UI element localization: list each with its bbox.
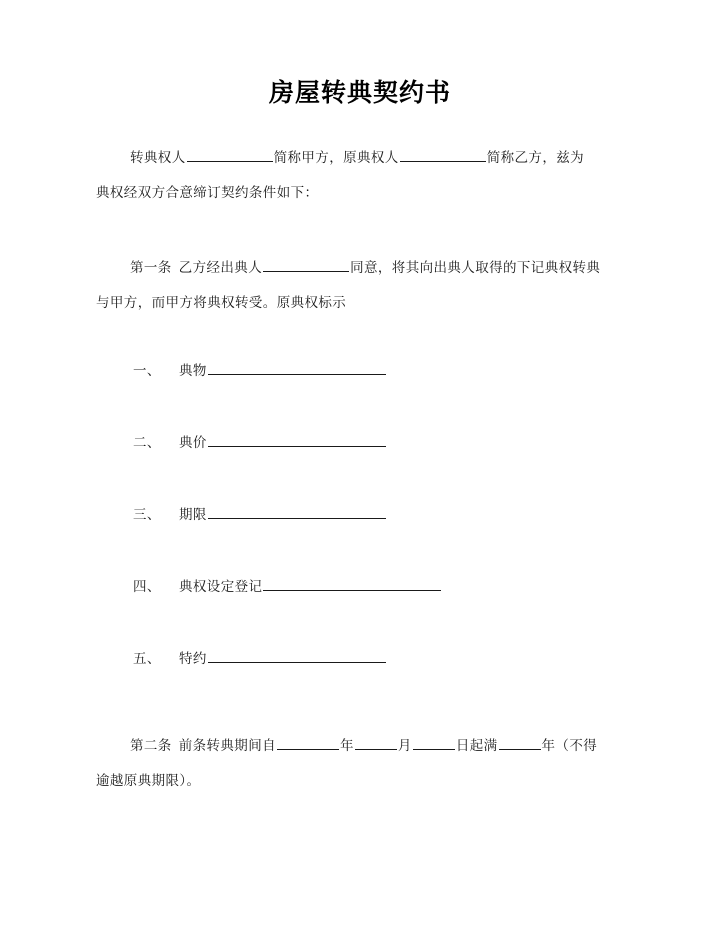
list-item-marker: 四、	[133, 579, 161, 594]
list-item	[96, 360, 624, 432]
article-two-line2-text: 逾越原典期限）。	[96, 773, 201, 788]
article-two-label: 第二条	[130, 738, 172, 753]
blank-start-day[interactable]	[413, 735, 455, 750]
blank-start-year[interactable]	[277, 735, 339, 750]
preamble-section	[96, 140, 624, 210]
page-title: 房屋转典契约书	[268, 79, 451, 107]
list-item	[96, 504, 624, 576]
list-item-label: 典价	[179, 435, 207, 450]
blank-duration-years[interactable]	[499, 735, 541, 750]
list-item-label: 典物	[179, 363, 207, 378]
items-list	[96, 360, 624, 720]
list-item-marker: 一、	[133, 363, 161, 378]
blank-original-grantor[interactable]	[263, 257, 349, 272]
article-one-label: 第一条	[130, 260, 172, 275]
list-item-blank[interactable]	[263, 576, 441, 591]
list-item-blank[interactable]	[208, 504, 386, 519]
article-two-paragraph-line2	[96, 763, 624, 798]
list-item	[96, 576, 624, 648]
article-two-section	[96, 728, 624, 798]
article-two-paragraph	[96, 728, 624, 763]
article-one-line2-text: 与甲方，而甲方将典权转受。原典权标示	[96, 295, 347, 310]
article-two-unit-year-2: 年（不得	[541, 738, 598, 753]
list-item-blank[interactable]	[208, 360, 386, 375]
article-one-text-1: 乙方经出典人	[178, 260, 263, 275]
blank-party-a[interactable]	[187, 147, 273, 162]
preamble-mid-text-1: 简称甲方，原典权人	[273, 150, 399, 165]
list-item-label: 期限	[179, 507, 207, 522]
article-one-paragraph-line2	[96, 285, 624, 320]
list-item-marker: 二、	[133, 435, 161, 450]
article-one-paragraph	[96, 250, 624, 285]
list-item-label: 典权设定登记	[179, 579, 263, 594]
list-item	[96, 432, 624, 504]
article-two-text-2: 日起满	[455, 738, 498, 753]
list-item-marker: 五、	[133, 651, 161, 666]
article-two-unit-month: 月	[397, 738, 412, 753]
blank-start-month[interactable]	[355, 735, 397, 750]
preamble-line2-text: 典权经双方合意缔订契约条件如下：	[96, 185, 319, 200]
article-two-unit-year: 年	[340, 738, 354, 753]
preamble-paragraph-line2	[96, 175, 624, 210]
preamble-paragraph	[96, 140, 624, 175]
list-item-blank[interactable]	[208, 432, 386, 447]
article-one-text-2: 同意，将其向出典人取得的下记典权转典	[350, 260, 601, 275]
blank-party-b[interactable]	[400, 147, 486, 162]
preamble-lead-text: 转典权人	[130, 150, 186, 165]
preamble-mid-text-2: 简称乙方，兹为	[486, 150, 585, 165]
article-one-section	[96, 250, 624, 320]
list-item-blank[interactable]	[208, 648, 386, 663]
list-item-label: 特约	[179, 651, 207, 666]
article-two-text-1: 前条转典期间自	[178, 738, 277, 753]
list-item	[96, 648, 624, 720]
list-item-marker: 三、	[133, 507, 161, 522]
